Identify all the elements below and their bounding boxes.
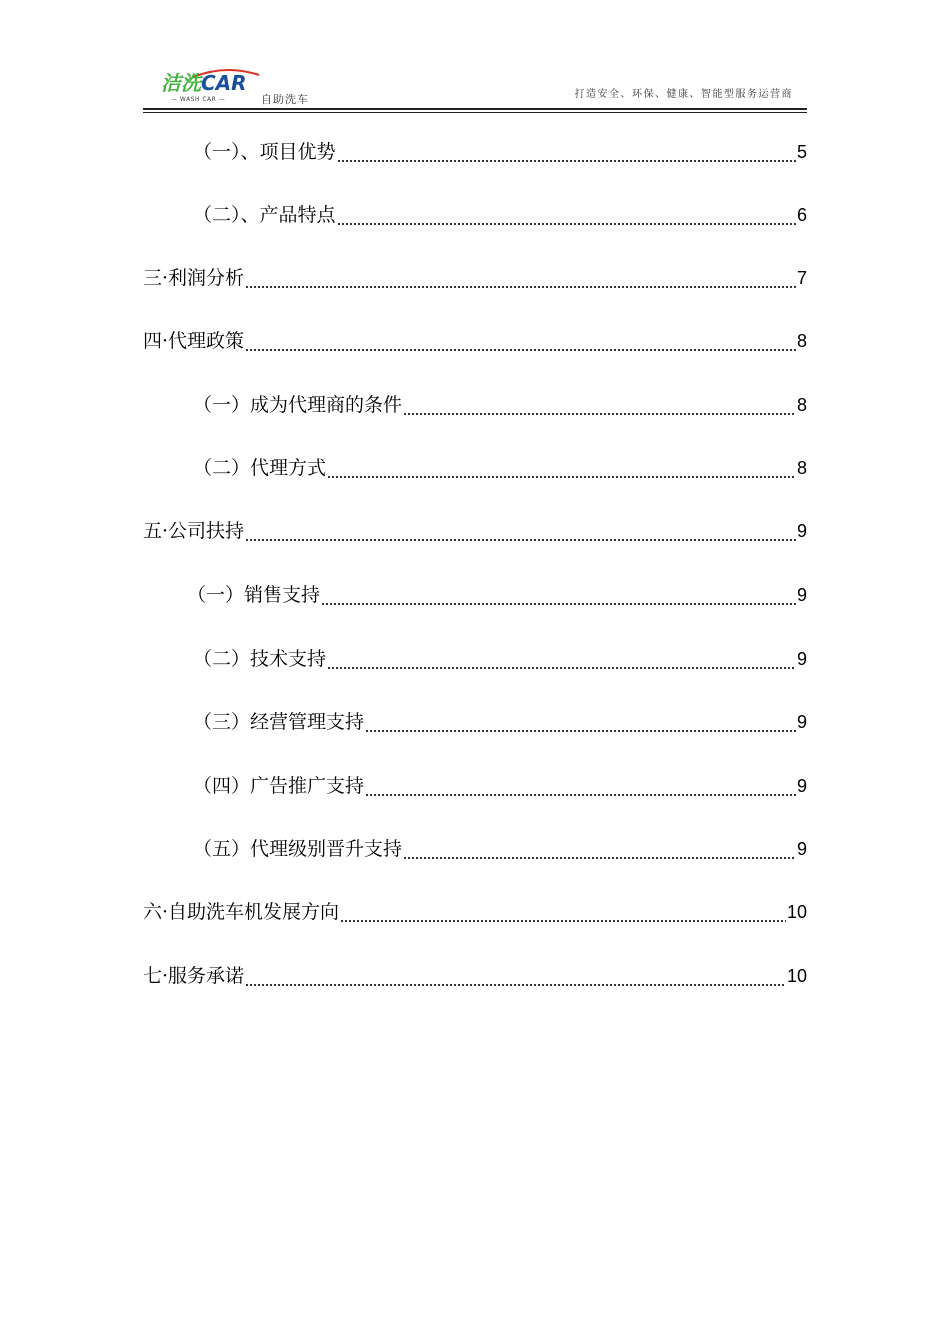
header-divider-thin bbox=[143, 112, 807, 113]
toc-entry-page: 6 bbox=[796, 205, 807, 225]
toc-leader-dots bbox=[340, 897, 786, 927]
toc-leader-dots bbox=[245, 961, 786, 991]
toc-leader-dots bbox=[403, 834, 796, 864]
toc-leader-dots bbox=[327, 644, 796, 674]
toc-entry-title: （二）、产品特点 bbox=[193, 204, 336, 226]
toc-entry[interactable] bbox=[193, 200, 807, 230]
toc-leader-dots bbox=[321, 580, 796, 610]
toc-entry-title: （一）成为代理商的条件 bbox=[193, 394, 403, 416]
company-logo bbox=[161, 68, 321, 108]
header-slogan: 打造安全、环保、健康、智能型服务运营商 bbox=[574, 89, 793, 100]
toc-entry-page: 8 bbox=[796, 331, 807, 351]
toc-entry-page: 10 bbox=[786, 966, 807, 986]
toc-leader-dots bbox=[365, 771, 796, 801]
toc-entry-title: （二）技术支持 bbox=[193, 648, 327, 670]
toc-entry-title: （五）代理级别晋升支持 bbox=[193, 838, 403, 860]
toc-entry-page: 5 bbox=[796, 142, 807, 162]
logo-subtitle: — WASH CAR — bbox=[171, 96, 226, 103]
toc-entry-title: 七·服务承诺 bbox=[143, 965, 245, 987]
toc-entry[interactable] bbox=[143, 326, 807, 356]
page-header bbox=[143, 62, 807, 112]
toc-leader-dots bbox=[245, 326, 796, 356]
toc-entry-page: 7 bbox=[796, 268, 807, 288]
toc-entry-title: 五·公司扶持 bbox=[143, 520, 245, 542]
toc-leader-dots bbox=[245, 516, 796, 546]
toc-entry[interactable] bbox=[193, 137, 807, 167]
logo-tagline: 自助洗车 bbox=[261, 93, 309, 106]
toc-entry-page: 9 bbox=[796, 839, 807, 859]
toc-entry[interactable] bbox=[193, 834, 807, 864]
logo-chinese-text: 洁洗 bbox=[161, 71, 201, 95]
toc-entry-title: （四）广告推广支持 bbox=[193, 775, 365, 797]
logo-english-text: CAR bbox=[201, 71, 247, 95]
toc-leader-dots bbox=[337, 137, 796, 167]
toc-entry-title: 六·自助洗车机发展方向 bbox=[143, 901, 340, 923]
toc-leader-dots bbox=[365, 707, 796, 737]
toc-entry-page: 10 bbox=[786, 902, 807, 922]
toc-leader-dots bbox=[337, 200, 796, 230]
toc-entry-page: 8 bbox=[796, 458, 807, 478]
toc-entry-page: 9 bbox=[796, 521, 807, 541]
toc-entry[interactable] bbox=[143, 897, 807, 927]
toc-entry[interactable] bbox=[193, 644, 807, 674]
toc-entry-page: 9 bbox=[796, 649, 807, 669]
toc-entry[interactable] bbox=[143, 961, 807, 991]
toc-entry-title: 三·利润分析 bbox=[143, 267, 245, 289]
toc-entry[interactable] bbox=[187, 580, 807, 610]
toc-entry-title: （一）销售支持 bbox=[187, 584, 321, 606]
toc-entry[interactable] bbox=[143, 516, 807, 546]
toc-entry-title: （三）经营管理支持 bbox=[193, 711, 365, 733]
toc-entry-title: （二）代理方式 bbox=[193, 457, 327, 479]
toc-entry-page: 9 bbox=[796, 712, 807, 732]
toc-entry[interactable] bbox=[143, 263, 807, 293]
toc-entry[interactable] bbox=[193, 453, 807, 483]
toc-entry-page: 9 bbox=[796, 585, 807, 605]
toc-entry[interactable] bbox=[193, 707, 807, 737]
toc-leader-dots bbox=[245, 263, 796, 293]
toc-entry[interactable] bbox=[193, 771, 807, 801]
logo-wordmark bbox=[161, 72, 247, 94]
toc-entry-title: 四·代理政策 bbox=[143, 330, 245, 352]
header-divider-thick bbox=[143, 108, 807, 110]
toc-entry[interactable] bbox=[193, 390, 807, 420]
toc-leader-dots bbox=[327, 453, 796, 483]
toc-entry-page: 8 bbox=[796, 395, 807, 415]
toc-entry-page: 9 bbox=[796, 776, 807, 796]
toc-entry-title: （一）、项目优势 bbox=[193, 141, 336, 163]
toc-leader-dots bbox=[403, 390, 796, 420]
